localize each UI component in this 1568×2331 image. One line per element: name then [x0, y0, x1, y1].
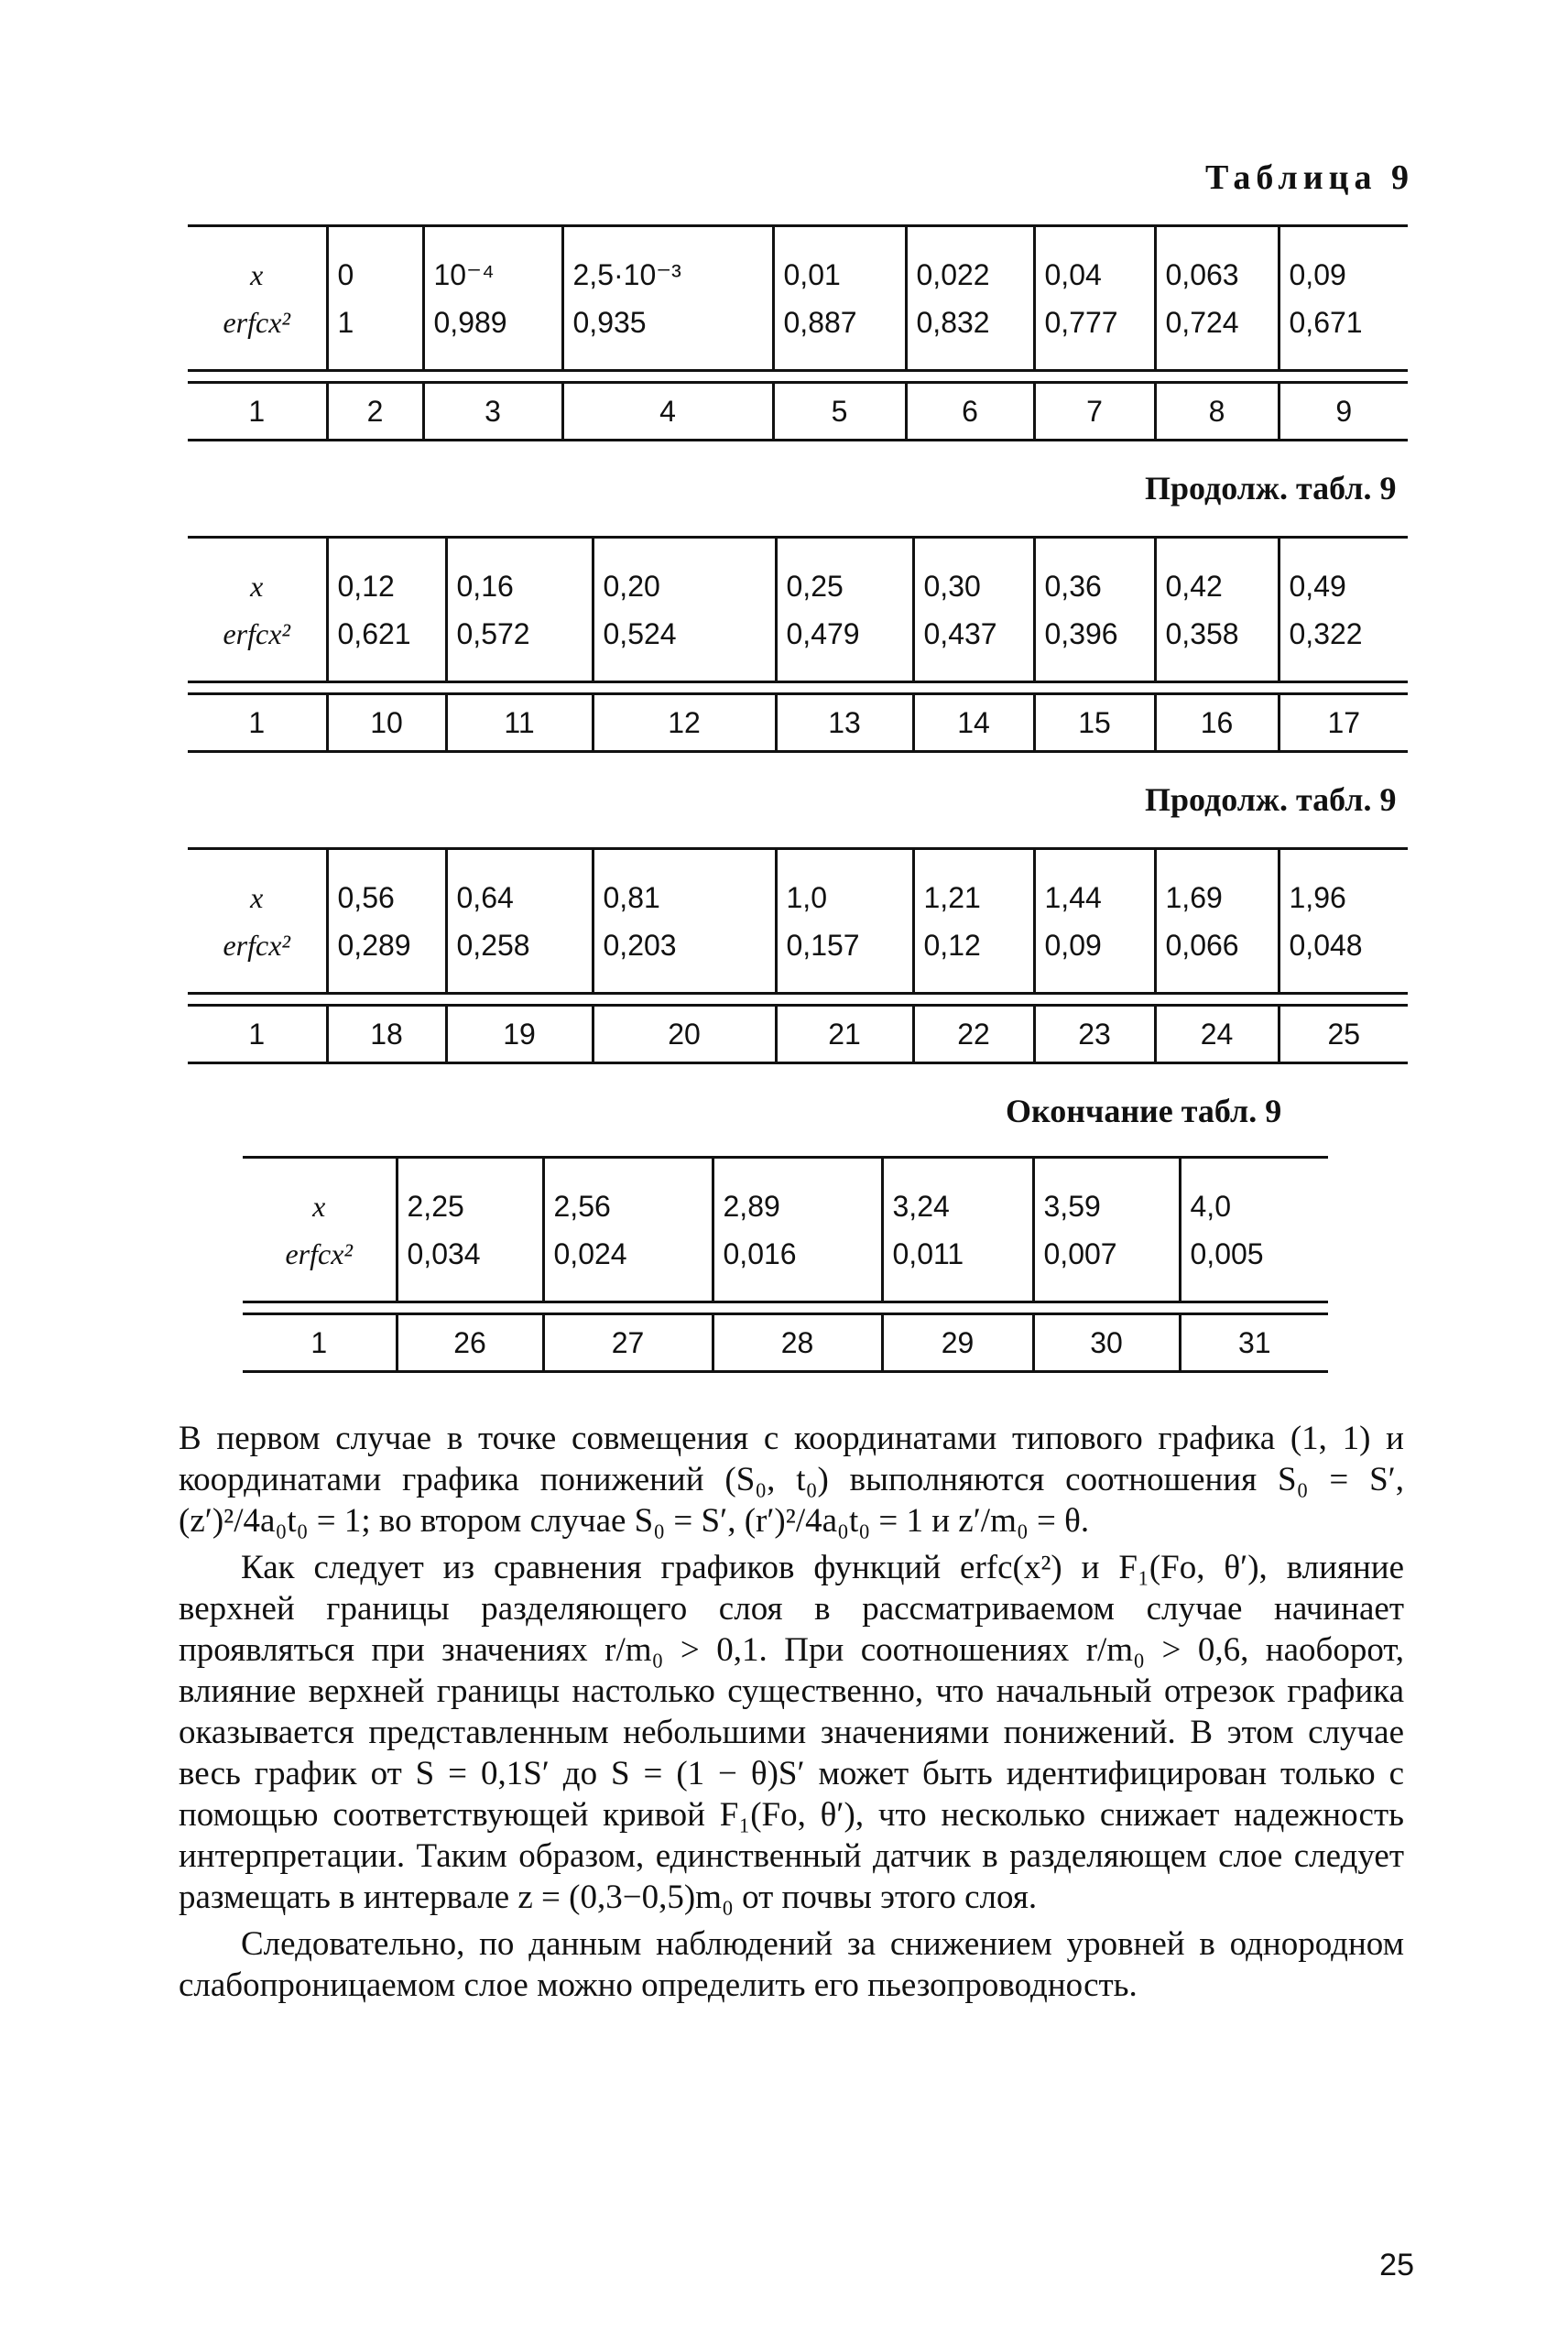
table-cell	[913, 538, 1034, 682]
table-cell	[1155, 849, 1279, 994]
column-number: 12	[593, 694, 776, 752]
x-value: 0,022	[916, 257, 990, 291]
x-value: 0,30	[923, 569, 981, 603]
row-labels	[243, 1158, 397, 1302]
erfc-value: 0,989	[433, 305, 507, 339]
table-cell	[1279, 226, 1408, 371]
erfc-value: 0,832	[916, 305, 990, 339]
x-value: 0,12	[337, 569, 395, 603]
table-cell	[906, 226, 1034, 371]
table-caption-4: Окончание табл. 9	[1006, 1093, 1282, 1129]
table-cell	[1279, 849, 1408, 994]
table-cell	[1034, 226, 1155, 371]
x-label: x	[250, 569, 264, 603]
column-number: 4	[562, 383, 773, 441]
column-number: 23	[1034, 1006, 1155, 1063]
erfc-value: 0,258	[456, 928, 530, 962]
x-value: 0,25	[786, 569, 844, 603]
column-number: 15	[1034, 694, 1155, 752]
x-label: x	[250, 880, 264, 914]
erfc-label: erfcx²	[223, 616, 291, 650]
column-number: 30	[1033, 1314, 1180, 1372]
table-cell	[446, 849, 593, 994]
row-labels	[188, 226, 327, 371]
paragraph: Следовательно, по данным наблюдений за снижением уровней в однородном слабопроницаемом слое можно определить его пьезопроводность.	[179, 1925, 1404, 2004]
column-number-label: 1	[188, 383, 327, 441]
column-number: 7	[1034, 383, 1155, 441]
x-value: 1,96	[1289, 880, 1346, 914]
erfc-value: 0,479	[786, 616, 860, 650]
column-number: 18	[327, 1006, 446, 1063]
column-number: 11	[446, 694, 593, 752]
x-value: 0,01	[783, 257, 841, 291]
column-number: 25	[1279, 1006, 1408, 1063]
erfc-value: 0,724	[1165, 305, 1239, 339]
table-cell	[562, 226, 773, 371]
table-cell	[776, 538, 913, 682]
x-value: 0,063	[1165, 257, 1239, 291]
erfc-value: 0,358	[1165, 616, 1239, 650]
table-segment-4	[243, 1156, 1328, 1373]
erfc-value: 0,016	[723, 1236, 797, 1270]
column-number: 17	[1279, 694, 1408, 752]
x-value: 0,09	[1289, 257, 1346, 291]
column-number: 26	[397, 1314, 543, 1372]
table-cell	[593, 538, 776, 682]
table-cell	[1180, 1158, 1328, 1302]
erfc-value: 0,437	[923, 616, 997, 650]
erfc-value: 0,777	[1044, 305, 1118, 339]
erfc-value: 0,066	[1165, 928, 1239, 962]
erfc-label: erfcx²	[223, 305, 291, 339]
column-number: 28	[713, 1314, 882, 1372]
erfc-label: erfcx²	[285, 1236, 354, 1270]
table-segment-2	[188, 536, 1408, 753]
table-cell	[327, 849, 446, 994]
column-number: 27	[543, 1314, 713, 1372]
erfc-value: 0,007	[1043, 1236, 1117, 1270]
table-cell	[773, 226, 906, 371]
body-text	[179, 1418, 1404, 2011]
erfc-value: 0,011	[892, 1236, 964, 1270]
column-number-label: 1	[188, 694, 327, 752]
erfc-value: 0,048	[1289, 928, 1363, 962]
table-cell	[397, 1158, 543, 1302]
column-number: 16	[1155, 694, 1279, 752]
table-caption-2: Продолж. табл. 9	[1145, 470, 1397, 507]
table-cell	[882, 1158, 1033, 1302]
column-number: 29	[882, 1314, 1033, 1372]
column-number: 31	[1180, 1314, 1328, 1372]
table-cell	[1155, 538, 1279, 682]
erfc-value: 0,572	[456, 616, 530, 650]
erfc-value: 0,12	[923, 928, 981, 962]
column-number: 21	[776, 1006, 913, 1063]
table-caption-3: Продолж. табл. 9	[1145, 781, 1397, 818]
table-cell	[543, 1158, 713, 1302]
table-segment-3	[188, 847, 1408, 1064]
x-value: 0,49	[1289, 569, 1346, 603]
table-segment-1	[188, 224, 1408, 441]
x-value: 0,16	[456, 569, 514, 603]
column-number: 13	[776, 694, 913, 752]
x-value: 3,24	[892, 1189, 950, 1223]
page-number: 25	[1379, 2248, 1414, 2282]
column-number: 19	[446, 1006, 593, 1063]
x-value: 2,5·10⁻³	[572, 257, 681, 291]
row-labels	[188, 849, 327, 994]
x-value: 1,69	[1165, 880, 1223, 914]
erfc-value: 0,203	[603, 928, 677, 962]
column-number: 3	[423, 383, 562, 441]
x-value: 2,56	[553, 1189, 611, 1223]
column-number: 8	[1155, 383, 1279, 441]
table-cell	[423, 226, 562, 371]
x-value: 3,59	[1043, 1189, 1101, 1223]
table-cell	[1033, 1158, 1180, 1302]
erfc-value: 0,024	[553, 1236, 627, 1270]
erfc-value: 0,322	[1289, 616, 1363, 650]
paragraph: В первом случае в точке совмещения с координатами типового графика (1, 1) и координатами графика понижений (S₀, t₀) выполняются соотношения S₀ = S′, (z′)²/4a₀t₀ = 1; во втором случае S₀ = S′, (r′)²/4a₀t₀ = 1 и z′/m₀ = θ.	[179, 1420, 1404, 1540]
erfc-label: erfcx²	[223, 928, 291, 962]
x-value: 0,04	[1044, 257, 1102, 291]
x-value: 2,25	[407, 1189, 464, 1223]
x-value: 1,44	[1044, 880, 1102, 914]
column-number: 2	[327, 383, 423, 441]
column-number: 6	[906, 383, 1034, 441]
table-cell	[1155, 226, 1279, 371]
x-value: 0,64	[456, 880, 514, 914]
column-number: 10	[327, 694, 446, 752]
table-cell	[776, 849, 913, 994]
column-number: 24	[1155, 1006, 1279, 1063]
x-value: 1,0	[786, 880, 827, 914]
x-value: 0,36	[1044, 569, 1102, 603]
x-value: 0,81	[603, 880, 660, 914]
table-cell	[1034, 538, 1155, 682]
table-cell	[913, 849, 1034, 994]
erfc-value: 0,887	[783, 305, 857, 339]
erfc-value: 0,005	[1190, 1236, 1264, 1270]
table-cell	[713, 1158, 882, 1302]
x-value: 0,42	[1165, 569, 1223, 603]
column-number: 9	[1279, 383, 1408, 441]
x-value: 4,0	[1190, 1189, 1231, 1223]
x-value: 0,20	[603, 569, 660, 603]
erfc-value: 1	[337, 305, 354, 339]
column-number-label: 1	[188, 1006, 327, 1063]
erfc-value: 0,621	[337, 616, 411, 650]
table-cell	[327, 538, 446, 682]
x-label: x	[312, 1189, 326, 1223]
column-number: 22	[913, 1006, 1034, 1063]
table-cell	[1034, 849, 1155, 994]
erfc-value: 0,671	[1289, 305, 1363, 339]
erfc-value: 0,09	[1044, 928, 1102, 962]
erfc-value: 0,034	[407, 1236, 481, 1270]
erfc-value: 0,396	[1044, 616, 1118, 650]
paragraph: Как следует из сравнения графиков функций erfc(x²) и F₁(Fo, θ′), влияние верхней границы разделяющего слоя в рассматриваемом случае начинает проявляться при значениях r/m₀ > 0,1. При соотношениях r/m₀ > 0,6, наоборот, влияние верхней границы настолько существенно, что начальный отрезок графика оказывается представленным небольшими значениями понижений. В этом случае весь график от S = 0,1S′ до S = (1 − θ)S′ может быть идентифицирован только с помощью соответствующей кривой F₁(Fo, θ′), что несколько снижает надежность интерпретации. Таким образом, единственный датчик в разделяющем слое следует размещать в интервале z = (0,3−0,5)m₀ от почвы этого слоя.	[179, 1549, 1404, 1916]
table-cell	[1279, 538, 1408, 682]
column-number: 20	[593, 1006, 776, 1063]
column-number: 14	[913, 694, 1034, 752]
x-value: 1,21	[923, 880, 981, 914]
x-value: 10⁻⁴	[433, 257, 495, 291]
table-cell	[446, 538, 593, 682]
x-value: 2,89	[723, 1189, 780, 1223]
table-title: Таблица 9	[1204, 158, 1414, 197]
table-cell	[593, 849, 776, 994]
erfc-value: 0,157	[786, 928, 860, 962]
erfc-value: 0,289	[337, 928, 411, 962]
x-value: 0,56	[337, 880, 395, 914]
column-number: 5	[773, 383, 906, 441]
column-number-label: 1	[243, 1314, 397, 1372]
erfc-value: 0,524	[603, 616, 677, 650]
erfc-value: 0,935	[572, 305, 647, 339]
x-label: x	[250, 257, 264, 291]
table-cell	[327, 226, 423, 371]
row-labels	[188, 538, 327, 682]
x-value: 0	[337, 257, 354, 291]
